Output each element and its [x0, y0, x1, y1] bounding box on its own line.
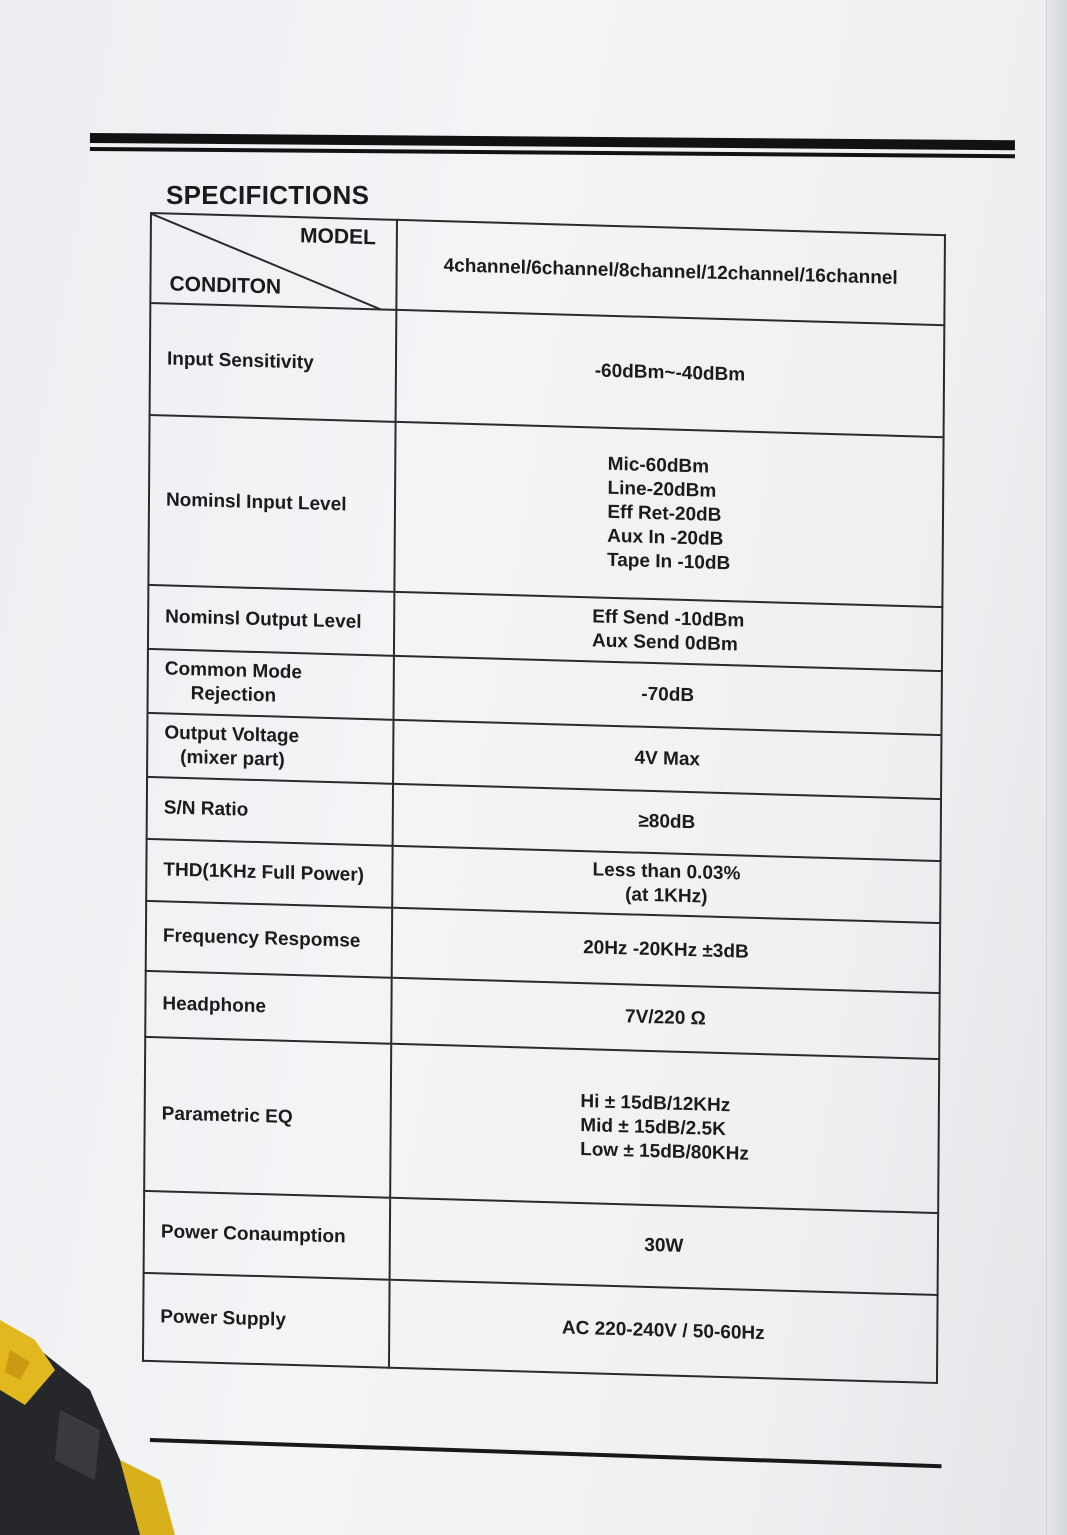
condition-cell: [144, 1037, 391, 1198]
condition-text: Headphone: [162, 993, 266, 1018]
value-list: [607, 453, 731, 576]
value-text: Mic-60dBm: [607, 453, 710, 478]
condition-cell: [148, 415, 395, 592]
table-row: [148, 415, 943, 607]
value-text: (at 1KHz): [625, 884, 708, 908]
value-text: Mid ± 15dB/2.5K: [580, 1115, 726, 1141]
corner-cell: [150, 213, 397, 310]
condition-text: Nominsl Output Level: [165, 606, 362, 633]
value-text: -70dB: [641, 683, 695, 707]
drill-tool-photo: [0, 1310, 175, 1535]
value-list: [580, 1090, 749, 1167]
value-text: Eff Send -10dBm: [592, 606, 745, 632]
condition-cell: [146, 901, 392, 978]
condition-cell: [144, 1191, 391, 1280]
condition-text: S/N Ratio: [163, 797, 249, 821]
condition-label: CONDITON: [169, 272, 282, 299]
value-list: [592, 858, 740, 910]
value-text: ≥80dB: [638, 810, 696, 834]
value-cell: [394, 422, 943, 607]
value-text: Tape In -10dB: [606, 549, 731, 575]
condition-text: Common Mode: [164, 658, 303, 684]
value-text: Aux In -20dB: [607, 525, 724, 551]
value-text: Aux Send 0dBm: [591, 630, 738, 656]
condition-cell: [148, 585, 394, 656]
model-value: 4channel/6channel/8channel/12channel/16channel: [396, 220, 945, 325]
value-text: Less than 0.03%: [592, 859, 741, 885]
value-text: Line-20dBm: [607, 477, 717, 502]
table-row: [150, 303, 945, 437]
value-text: AC 220-240V / 50-60Hz: [561, 1317, 765, 1345]
condition-text: Output Voltage: [164, 722, 300, 748]
condition-text: Frequency Respomse: [162, 925, 361, 952]
condition-text: Power Conaumption: [160, 1221, 346, 1248]
condition-text: (mixer part): [180, 746, 285, 771]
value-text: Hi ± 15dB/12KHz: [580, 1091, 731, 1117]
condition-cell: [146, 839, 392, 908]
value-cell: [390, 1044, 939, 1213]
value-text: 4V Max: [634, 747, 701, 771]
condition-text: Rejection: [190, 683, 277, 707]
condition-text: THD(1KHz Full Power): [163, 859, 365, 886]
condition-text: Parametric EQ: [161, 1103, 293, 1129]
condition-cell: [147, 777, 393, 846]
condition-cell: [147, 713, 393, 784]
condition-text: Power Supply: [160, 1306, 286, 1331]
table-row: [144, 1037, 939, 1213]
specifications-table: [142, 212, 946, 1384]
value-text: 7V/220 Ω: [625, 1006, 706, 1030]
value-text: -60dBm~-40dBm: [594, 360, 746, 386]
value-text: Low ± 15dB/80KHz: [580, 1139, 749, 1165]
value-text: Eff Ret-20dB: [607, 501, 722, 526]
condition-cell: [145, 971, 391, 1044]
value-cell: [396, 310, 945, 437]
condition-cell: [143, 1273, 390, 1368]
condition-cell: [148, 649, 394, 720]
value-text: 30W: [644, 1234, 684, 1257]
value-list: [592, 605, 744, 657]
page-title: SPECIFICTIONS: [166, 180, 370, 210]
condition-text: Nominsl Input Level: [165, 489, 347, 516]
condition-text: Input Sensitivity: [166, 348, 314, 374]
value-cell: [389, 1280, 938, 1383]
model-label: MODEL: [299, 224, 376, 250]
value-text: 20Hz -20KHz ±3dB: [583, 937, 749, 963]
value-cell: [390, 1198, 939, 1295]
condition-cell: [150, 303, 397, 422]
